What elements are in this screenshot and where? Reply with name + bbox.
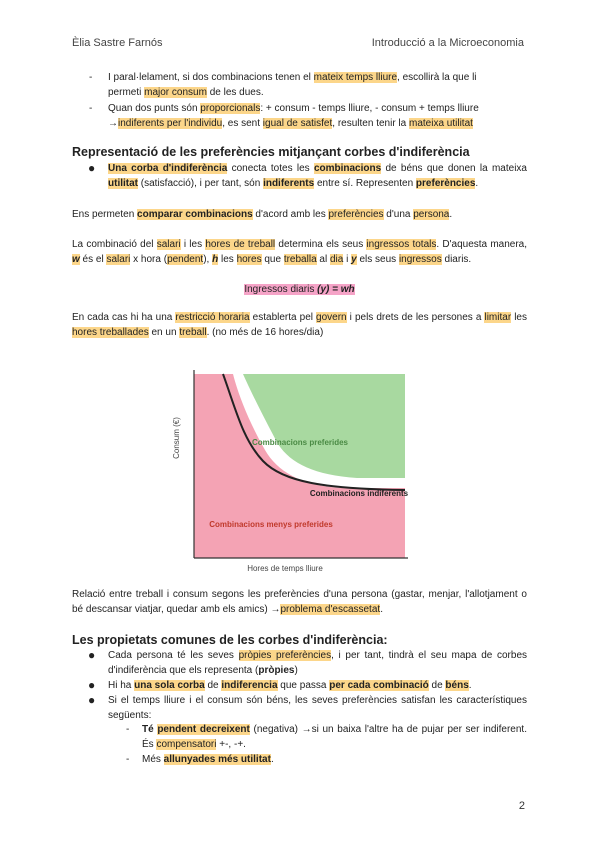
text: La combinació del xyxy=(72,239,157,250)
dash-marker: - xyxy=(89,103,93,114)
text: , escollirà la que li xyxy=(397,72,477,83)
bold-text: pròpies xyxy=(258,665,295,676)
highlight: indiferents per l'individu xyxy=(118,118,223,129)
highlight: pròpies preferències xyxy=(238,650,332,661)
text: : + consum - temps lliure, - consum + temps lliure xyxy=(260,103,479,114)
text: al xyxy=(316,254,330,265)
highlight: preferències xyxy=(328,209,384,220)
less-preferred-region-label: Combinacions menys preferides xyxy=(209,520,333,529)
section-2-subitem-2 xyxy=(72,752,527,767)
preferred-region-label: Combinacions preferides xyxy=(251,438,349,447)
highlight: pendent decreixent xyxy=(157,724,250,735)
highlight: igual de satisfet xyxy=(262,118,333,129)
text: En cada cas hi ha una xyxy=(72,312,176,323)
dash-marker: - xyxy=(89,72,93,83)
arrow: → xyxy=(108,118,118,129)
text: . (no més de 16 hores/dia) xyxy=(206,327,324,338)
formula xyxy=(72,282,527,297)
section-1-title-wrap xyxy=(72,144,527,160)
header-author: Èlia Sastre Farnós xyxy=(72,37,163,49)
highlight: utilitat xyxy=(108,178,138,189)
text: establerta pel xyxy=(249,312,317,323)
highlight: combinacions xyxy=(313,163,382,174)
text: en un xyxy=(148,327,180,338)
highlight: per cada combinació xyxy=(329,680,429,691)
highlight: salari xyxy=(106,254,131,265)
highlight: govern xyxy=(316,312,347,323)
highlight: indiferents xyxy=(263,178,315,189)
dash-marker: - xyxy=(126,724,130,735)
text: , i per tant, tindrà el seu mapa de corbes d'indiferència que els representa ( xyxy=(108,650,528,676)
section-1-para-2 xyxy=(72,207,527,222)
text: Si el temps lliure i el consum són béns, les seves preferències satisfan les característiques següents: xyxy=(108,695,527,721)
highlight: hores xyxy=(236,254,262,265)
text: Quan dos punts són xyxy=(108,103,201,114)
text: els seus xyxy=(356,254,399,265)
text: (satisfacció), i per tant, són xyxy=(138,178,264,189)
indifferent-curve-label: Combinacions indiferents xyxy=(309,489,409,498)
text: les xyxy=(511,312,527,323)
highlight: una sola corba xyxy=(134,680,205,691)
section-2-title: Les propietats comunes de les corbes d'indiferència: xyxy=(72,633,388,647)
highlight: persona xyxy=(413,209,450,220)
text: (negativa) →si un baixa l'altre ha de pujar per ser indiferent. És xyxy=(142,724,527,750)
indifference-diagram xyxy=(165,360,425,578)
text: d'acord amb les xyxy=(252,209,329,220)
formula-label: Ingressos diaris xyxy=(244,284,318,295)
text: . xyxy=(468,680,472,691)
highlight: treballa xyxy=(283,254,317,265)
text: , resulten tenir la xyxy=(332,118,409,129)
section-2-item-1 xyxy=(72,648,527,678)
after-chart-paragraph xyxy=(72,587,527,617)
highlight: hores treballades xyxy=(72,327,149,338)
top-bullet-2 xyxy=(72,101,527,131)
highlight: comparar combinacions xyxy=(137,209,253,220)
bullet-marker: ● xyxy=(88,678,96,692)
section-2-item-2 xyxy=(72,678,527,693)
highlight: y xyxy=(351,254,357,265)
text: conecta totes les xyxy=(227,163,314,174)
highlight: compensatori xyxy=(156,739,217,750)
highlight: problema d'escassetat xyxy=(280,604,381,615)
highlight: restricció horaria xyxy=(175,312,250,323)
dash-marker: - xyxy=(126,754,130,765)
arrow: → xyxy=(270,604,281,615)
header-course: Introducció a la Microeconomia xyxy=(371,37,524,49)
highlight: major consum xyxy=(144,87,207,98)
text: . xyxy=(475,178,479,189)
highlight: treball xyxy=(179,327,207,338)
section-2-title-wrap xyxy=(72,632,527,648)
text: i xyxy=(343,254,352,265)
section-2-item-3 xyxy=(72,693,527,723)
highlight: allunyades més utilitat xyxy=(163,754,271,765)
text: és el xyxy=(79,254,107,265)
highlight: w xyxy=(72,254,80,265)
text: entre sí. Representen xyxy=(314,178,416,189)
text: . xyxy=(380,604,383,615)
text: de béns que donen la mateixa xyxy=(381,163,527,174)
highlight: indiferencia xyxy=(221,680,278,691)
text: Té xyxy=(142,724,158,735)
text: , es sent xyxy=(222,118,263,129)
text: Relació entre treball i consum segons les preferències d'una persona (gastar, menjar, l'allotjament o bé descansar viatjar, quedar amb els amics) xyxy=(72,589,527,615)
text: determina els seus xyxy=(275,239,367,250)
text: permeti xyxy=(108,87,145,98)
section-1-title: Representació de les preferències mitjançant corbes d'indiferència xyxy=(72,145,470,159)
highlight: mateixa utilitat xyxy=(409,118,473,129)
highlight: dia xyxy=(329,254,344,265)
text: x hora ( xyxy=(130,254,168,265)
y-axis-label: Consum (€) xyxy=(172,417,181,459)
section-1-para-3 xyxy=(72,237,527,267)
text: de les dues. xyxy=(206,87,264,98)
page-number: 2 xyxy=(518,800,525,812)
text: les xyxy=(218,254,237,265)
x-axis-label: Hores de temps lliure xyxy=(247,564,323,573)
text: de xyxy=(428,680,446,691)
highlight: limitar xyxy=(484,312,512,323)
text: Més xyxy=(142,754,164,765)
text: Hi ha xyxy=(108,680,135,691)
highlight: hores de treball xyxy=(205,239,276,250)
text: +-, -+. xyxy=(216,739,246,750)
text: i les xyxy=(180,239,206,250)
highlight: salari xyxy=(156,239,181,250)
text: diaris. xyxy=(441,254,472,265)
text: de xyxy=(204,680,222,691)
highlight: pendent xyxy=(167,254,204,265)
highlight: ingressos totals xyxy=(366,239,437,250)
bullet-marker: ● xyxy=(88,693,96,707)
highlight: mateix temps lliure xyxy=(313,72,398,83)
text: Cada persona té les seves xyxy=(108,650,239,661)
text: que passa xyxy=(277,680,330,691)
text: . D'aquesta manera, xyxy=(436,239,528,250)
highlight: béns xyxy=(445,680,469,691)
text: ) xyxy=(294,665,298,676)
section-1-para-4 xyxy=(72,310,527,340)
top-bullet-1 xyxy=(72,70,527,100)
text: . xyxy=(270,754,274,765)
highlight: Una corba d'indiferència xyxy=(108,163,228,174)
section-2-subitem-1 xyxy=(72,722,527,752)
bullet-marker: ● xyxy=(88,648,96,662)
text: i pels drets de les persones a xyxy=(346,312,485,323)
bullet-marker: ● xyxy=(88,161,96,175)
highlight: ingressos xyxy=(398,254,442,265)
section-1-bullet xyxy=(72,161,527,191)
text: ), xyxy=(203,254,213,265)
formula-expression: (y) = wh xyxy=(317,284,355,295)
text: Ens permeten xyxy=(72,209,138,220)
text: d'una xyxy=(383,209,414,220)
text: que xyxy=(261,254,284,265)
text: . xyxy=(449,209,453,220)
highlight: proporcionals xyxy=(200,103,261,114)
highlight: h xyxy=(212,254,219,265)
text: I paral·lelament, si dos combinacions tenen el xyxy=(108,72,314,83)
highlight: preferències xyxy=(415,178,476,189)
